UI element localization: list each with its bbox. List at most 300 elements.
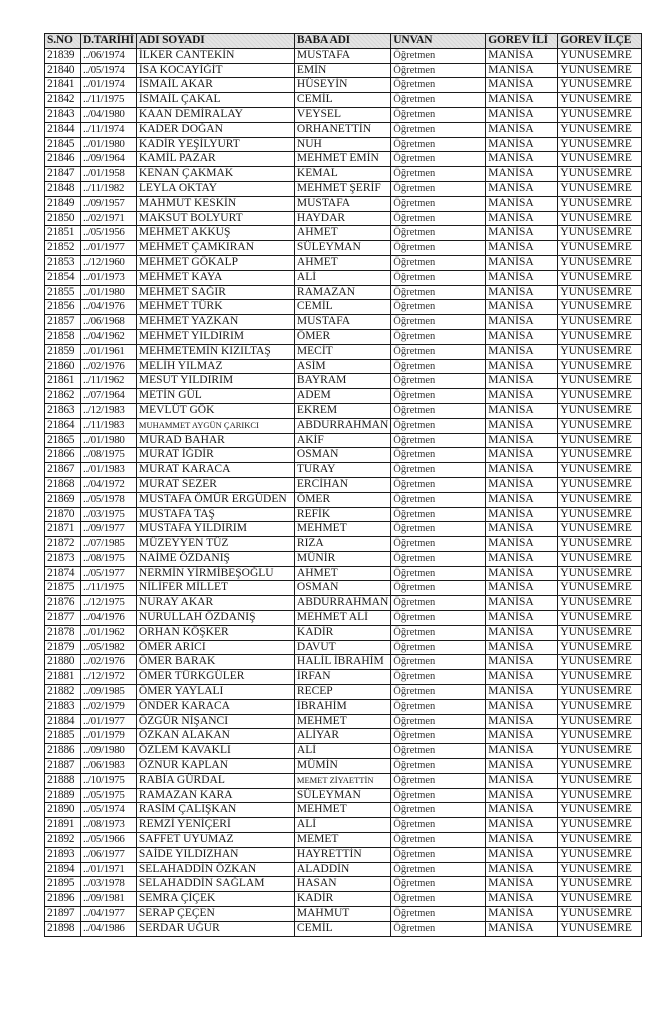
cell-sno: 21885 <box>45 729 81 744</box>
cell-district: YUNUSEMRE <box>558 152 642 167</box>
cell-sno: 21864 <box>45 418 81 433</box>
cell-birth-date: ../04/1976 <box>81 300 137 315</box>
table-row <box>45 389 642 404</box>
cell-title: Öğretmen <box>391 463 486 478</box>
cell-father-name: RIZA <box>294 537 390 552</box>
cell-full-name: MEVLÜT GÖK <box>136 403 294 418</box>
cell-title: Öğretmen <box>391 137 486 152</box>
cell-district: YUNUSEMRE <box>558 803 642 818</box>
cell-birth-date: ../01/1983 <box>81 463 137 478</box>
cell-title: Öğretmen <box>391 374 486 389</box>
cell-birth-date: ../10/1975 <box>81 773 137 788</box>
cell-father-name: MEHMET EMİN <box>294 152 390 167</box>
cell-province: MANİSA <box>486 152 558 167</box>
cell-father-name: MEMET <box>294 833 390 848</box>
table-row <box>45 759 642 774</box>
table-row <box>45 374 642 389</box>
cell-title: Öğretmen <box>391 566 486 581</box>
cell-title: Öğretmen <box>391 759 486 774</box>
cell-title: Öğretmen <box>391 181 486 196</box>
cell-sno: 21848 <box>45 181 81 196</box>
cell-sno: 21881 <box>45 670 81 685</box>
cell-sno: 21888 <box>45 773 81 788</box>
cell-title: Öğretmen <box>391 63 486 78</box>
cell-birth-date: ../01/1958 <box>81 167 137 182</box>
table-row <box>45 847 642 862</box>
cell-title: Öğretmen <box>391 655 486 670</box>
cell-district: YUNUSEMRE <box>558 596 642 611</box>
cell-birth-date: ../09/1985 <box>81 685 137 700</box>
table-row <box>45 892 642 907</box>
cell-full-name: MURAD BAHAR <box>136 433 294 448</box>
cell-title: Öğretmen <box>391 714 486 729</box>
cell-father-name: ALİYAR <box>294 729 390 744</box>
cell-full-name: NURAY AKAR <box>136 596 294 611</box>
cell-father-name: RAMAZAN <box>294 285 390 300</box>
cell-title: Öğretmen <box>391 670 486 685</box>
cell-title: Öğretmen <box>391 107 486 122</box>
cell-sno: 21877 <box>45 611 81 626</box>
cell-full-name: İLKER CANTEKİN <box>136 48 294 63</box>
cell-sno: 21854 <box>45 270 81 285</box>
cell-full-name: SEMRA ÇİÇEK <box>136 892 294 907</box>
cell-birth-date: ../05/1982 <box>81 640 137 655</box>
cell-full-name: METİN GÜL <box>136 389 294 404</box>
cell-title: Öğretmen <box>391 196 486 211</box>
cell-birth-date: ../09/1964 <box>81 152 137 167</box>
cell-father-name: AHMET <box>294 226 390 241</box>
cell-district: YUNUSEMRE <box>558 625 642 640</box>
cell-birth-date: ../06/1974 <box>81 48 137 63</box>
cell-province: MANİSA <box>486 655 558 670</box>
cell-birth-date: ../02/1971 <box>81 211 137 226</box>
header-sno: S.NO <box>45 34 81 49</box>
table-row <box>45 640 642 655</box>
cell-birth-date: ../01/1980 <box>81 285 137 300</box>
table-row <box>45 685 642 700</box>
table-row <box>45 226 642 241</box>
cell-district: YUNUSEMRE <box>558 418 642 433</box>
cell-title: Öğretmen <box>391 93 486 108</box>
cell-full-name: KAAN DEMİRALAY <box>136 107 294 122</box>
cell-birth-date: ../01/1971 <box>81 862 137 877</box>
cell-full-name: RASİM ÇALIŞKAN <box>136 803 294 818</box>
cell-birth-date: ../01/1962 <box>81 625 137 640</box>
cell-father-name: ALİ <box>294 818 390 833</box>
cell-district: YUNUSEMRE <box>558 551 642 566</box>
table-row <box>45 359 642 374</box>
cell-birth-date: ../02/1976 <box>81 359 137 374</box>
cell-title: Öğretmen <box>391 167 486 182</box>
cell-full-name: İSMAİL AKAR <box>136 78 294 93</box>
cell-father-name: MEHMET <box>294 803 390 818</box>
cell-province: MANİSA <box>486 744 558 759</box>
cell-title: Öğretmen <box>391 255 486 270</box>
cell-title: Öğretmen <box>391 818 486 833</box>
cell-father-name: OSMAN <box>294 448 390 463</box>
header-full-name: ADI SOYADI <box>136 34 294 49</box>
table-row <box>45 581 642 596</box>
cell-district: YUNUSEMRE <box>558 137 642 152</box>
cell-sno: 21896 <box>45 892 81 907</box>
cell-full-name: MURAT İĞDİR <box>136 448 294 463</box>
cell-title: Öğretmen <box>391 241 486 256</box>
cell-birth-date: ../11/1974 <box>81 122 137 137</box>
cell-full-name: NİLİFER MİLLET <box>136 581 294 596</box>
cell-full-name: MUSTAFA YILDIRIM <box>136 522 294 537</box>
cell-district: YUNUSEMRE <box>558 226 642 241</box>
cell-sno: 21840 <box>45 63 81 78</box>
cell-district: YUNUSEMRE <box>558 522 642 537</box>
cell-province: MANİSA <box>486 241 558 256</box>
cell-birth-date: ../11/1962 <box>81 374 137 389</box>
cell-father-name: CEMİL <box>294 921 390 936</box>
table-row <box>45 611 642 626</box>
cell-province: MANİSA <box>486 374 558 389</box>
cell-sno: 21871 <box>45 522 81 537</box>
cell-birth-date: ../09/1980 <box>81 744 137 759</box>
cell-birth-date: ../09/1957 <box>81 196 137 211</box>
cell-father-name: ORHANETTİN <box>294 122 390 137</box>
cell-birth-date: ../11/1975 <box>81 581 137 596</box>
cell-sno: 21882 <box>45 685 81 700</box>
cell-district: YUNUSEMRE <box>558 196 642 211</box>
cell-birth-date: ../01/1973 <box>81 270 137 285</box>
table-row <box>45 344 642 359</box>
cell-district: YUNUSEMRE <box>558 640 642 655</box>
cell-full-name: ÖMER BARAK <box>136 655 294 670</box>
table-row <box>45 729 642 744</box>
cell-district: YUNUSEMRE <box>558 255 642 270</box>
cell-province: MANİSA <box>486 389 558 404</box>
cell-sno: 21860 <box>45 359 81 374</box>
cell-father-name: TURAY <box>294 463 390 478</box>
cell-sno: 21862 <box>45 389 81 404</box>
cell-father-name: MUSTAFA <box>294 48 390 63</box>
cell-full-name: NERMİN YİRMİBEŞOĞLU <box>136 566 294 581</box>
cell-title: Öğretmen <box>391 699 486 714</box>
cell-district: YUNUSEMRE <box>558 759 642 774</box>
cell-title: Öğretmen <box>391 389 486 404</box>
cell-province: MANİSA <box>486 803 558 818</box>
cell-province: MANİSA <box>486 359 558 374</box>
table-row <box>45 596 642 611</box>
cell-birth-date: ../04/1972 <box>81 477 137 492</box>
cell-district: YUNUSEMRE <box>558 670 642 685</box>
cell-province: MANİSA <box>486 255 558 270</box>
cell-province: MANİSA <box>486 63 558 78</box>
cell-district: YUNUSEMRE <box>558 241 642 256</box>
cell-district: YUNUSEMRE <box>558 773 642 788</box>
cell-province: MANİSA <box>486 492 558 507</box>
cell-sno: 21865 <box>45 433 81 448</box>
cell-title: Öğretmen <box>391 892 486 907</box>
cell-title: Öğretmen <box>391 211 486 226</box>
cell-full-name: İSMAİL ÇAKAL <box>136 93 294 108</box>
cell-district: YUNUSEMRE <box>558 463 642 478</box>
cell-province: MANİSA <box>486 226 558 241</box>
cell-sno: 21850 <box>45 211 81 226</box>
table-row <box>45 270 642 285</box>
cell-full-name: KADER DOĞAN <box>136 122 294 137</box>
cell-father-name: AKİF <box>294 433 390 448</box>
cell-sno: 21858 <box>45 329 81 344</box>
cell-title: Öğretmen <box>391 611 486 626</box>
cell-district: YUNUSEMRE <box>558 403 642 418</box>
cell-district: YUNUSEMRE <box>558 211 642 226</box>
cell-province: MANİSA <box>486 670 558 685</box>
cell-sno: 21856 <box>45 300 81 315</box>
cell-birth-date: ../03/1978 <box>81 877 137 892</box>
cell-title: Öğretmen <box>391 847 486 862</box>
cell-district: YUNUSEMRE <box>558 374 642 389</box>
cell-birth-date: ../11/1975 <box>81 93 137 108</box>
cell-birth-date: ../09/1977 <box>81 522 137 537</box>
cell-district: YUNUSEMRE <box>558 48 642 63</box>
cell-district: YUNUSEMRE <box>558 285 642 300</box>
cell-full-name: MÜZEYYEN TÜZ <box>136 537 294 552</box>
cell-district: YUNUSEMRE <box>558 892 642 907</box>
cell-father-name: ERCİHAN <box>294 477 390 492</box>
table-row <box>45 93 642 108</box>
cell-father-name: ALİ <box>294 744 390 759</box>
cell-sno: 21892 <box>45 833 81 848</box>
cell-father-name: ÖMER <box>294 492 390 507</box>
cell-district: YUNUSEMRE <box>558 122 642 137</box>
cell-birth-date: ../05/1974 <box>81 63 137 78</box>
cell-district: YUNUSEMRE <box>558 862 642 877</box>
cell-sno: 21879 <box>45 640 81 655</box>
cell-district: YUNUSEMRE <box>558 507 642 522</box>
cell-birth-date: ../04/1977 <box>81 907 137 922</box>
table-row <box>45 537 642 552</box>
table-row <box>45 433 642 448</box>
cell-district: YUNUSEMRE <box>558 329 642 344</box>
cell-title: Öğretmen <box>391 640 486 655</box>
cell-title: Öğretmen <box>391 833 486 848</box>
table-row <box>45 285 642 300</box>
cell-birth-date: ../09/1981 <box>81 892 137 907</box>
cell-birth-date: ../01/1977 <box>81 241 137 256</box>
table-row <box>45 48 642 63</box>
cell-full-name: KAMİL PAZAR <box>136 152 294 167</box>
table-body <box>45 48 642 936</box>
cell-province: MANİSA <box>486 833 558 848</box>
cell-birth-date: ../05/1966 <box>81 833 137 848</box>
table-row <box>45 255 642 270</box>
cell-title: Öğretmen <box>391 448 486 463</box>
cell-province: MANİSA <box>486 714 558 729</box>
cell-sno: 21887 <box>45 759 81 774</box>
cell-province: MANİSA <box>486 211 558 226</box>
cell-birth-date: ../12/1975 <box>81 596 137 611</box>
cell-title: Öğretmen <box>391 729 486 744</box>
cell-father-name: ÖMER <box>294 329 390 344</box>
cell-father-name: KEMAL <box>294 167 390 182</box>
cell-birth-date: ../08/1973 <box>81 818 137 833</box>
cell-father-name: VEYSEL <box>294 107 390 122</box>
cell-sno: 21841 <box>45 78 81 93</box>
cell-sno: 21839 <box>45 48 81 63</box>
cell-sno: 21884 <box>45 714 81 729</box>
cell-birth-date: ../08/1975 <box>81 551 137 566</box>
cell-title: Öğretmen <box>391 300 486 315</box>
table-row <box>45 107 642 122</box>
cell-birth-date: ../11/1982 <box>81 181 137 196</box>
cell-birth-date: ../07/1985 <box>81 537 137 552</box>
cell-title: Öğretmen <box>391 329 486 344</box>
cell-sno: 21855 <box>45 285 81 300</box>
cell-birth-date: ../06/1977 <box>81 847 137 862</box>
table-row <box>45 788 642 803</box>
cell-title: Öğretmen <box>391 507 486 522</box>
cell-title: Öğretmen <box>391 418 486 433</box>
cell-father-name: ABDURRAHMAN <box>294 596 390 611</box>
cell-province: MANİSA <box>486 270 558 285</box>
cell-title: Öğretmen <box>391 122 486 137</box>
cell-district: YUNUSEMRE <box>558 344 642 359</box>
table-row <box>45 803 642 818</box>
cell-father-name: AHMET <box>294 255 390 270</box>
cell-full-name: SELAHADDİN ÖZKAN <box>136 862 294 877</box>
table-row <box>45 403 642 418</box>
cell-province: MANİSA <box>486 625 558 640</box>
cell-sno: 21893 <box>45 847 81 862</box>
table-row <box>45 773 642 788</box>
cell-full-name: MEHMETEMİN KIZILTAŞ <box>136 344 294 359</box>
cell-father-name: HASAN <box>294 877 390 892</box>
cell-father-name: HAYRETTİN <box>294 847 390 862</box>
cell-sno: 21846 <box>45 152 81 167</box>
cell-father-name: KADİR <box>294 892 390 907</box>
table-row <box>45 566 642 581</box>
cell-district: YUNUSEMRE <box>558 78 642 93</box>
cell-full-name: SERDAR UĞUR <box>136 921 294 936</box>
cell-birth-date: ../05/1978 <box>81 492 137 507</box>
cell-province: MANİSA <box>486 877 558 892</box>
cell-province: MANİSA <box>486 640 558 655</box>
cell-father-name: MEMET ZİYAETTİN <box>294 773 390 788</box>
cell-district: YUNUSEMRE <box>558 581 642 596</box>
cell-full-name: SERAP ÇEÇEN <box>136 907 294 922</box>
table-header <box>45 34 642 49</box>
cell-district: YUNUSEMRE <box>558 315 642 330</box>
table-row <box>45 63 642 78</box>
table-row <box>45 167 642 182</box>
cell-birth-date: ../04/1986 <box>81 921 137 936</box>
cell-district: YUNUSEMRE <box>558 655 642 670</box>
cell-sno: 21853 <box>45 255 81 270</box>
cell-sno: 21863 <box>45 403 81 418</box>
cell-province: MANİSA <box>486 729 558 744</box>
cell-full-name: MEHMET GÖKALP <box>136 255 294 270</box>
cell-province: MANİSA <box>486 477 558 492</box>
cell-father-name: REFİK <box>294 507 390 522</box>
table-row <box>45 714 642 729</box>
cell-province: MANİSA <box>486 181 558 196</box>
cell-father-name: OSMAN <box>294 581 390 596</box>
cell-father-name: İBRAHİM <box>294 699 390 714</box>
cell-sno: 21868 <box>45 477 81 492</box>
cell-district: YUNUSEMRE <box>558 877 642 892</box>
cell-district: YUNUSEMRE <box>558 537 642 552</box>
cell-sno: 21872 <box>45 537 81 552</box>
cell-full-name: REMZİ YENİÇERİ <box>136 818 294 833</box>
cell-father-name: HAYDAR <box>294 211 390 226</box>
cell-province: MANİSA <box>486 847 558 862</box>
cell-birth-date: ../12/1972 <box>81 670 137 685</box>
cell-sno: 21895 <box>45 877 81 892</box>
cell-sno: 21875 <box>45 581 81 596</box>
cell-province: MANİSA <box>486 48 558 63</box>
cell-district: YUNUSEMRE <box>558 744 642 759</box>
cell-full-name: ÖZKAN ALAKAN <box>136 729 294 744</box>
cell-birth-date: ../01/1961 <box>81 344 137 359</box>
cell-title: Öğretmen <box>391 551 486 566</box>
cell-father-name: ASİM <box>294 359 390 374</box>
table-row <box>45 463 642 478</box>
header-province: GOREV İLİ <box>486 34 558 49</box>
cell-district: YUNUSEMRE <box>558 788 642 803</box>
cell-title: Öğretmen <box>391 522 486 537</box>
header-father-name: BABA ADI <box>294 34 390 49</box>
cell-full-name: SELAHADDİN SAĞLAM <box>136 877 294 892</box>
cell-birth-date: ../02/1979 <box>81 699 137 714</box>
cell-father-name: SÜLEYMAN <box>294 241 390 256</box>
cell-full-name: LEYLA OKTAY <box>136 181 294 196</box>
table-row <box>45 418 642 433</box>
cell-father-name: ALADDİN <box>294 862 390 877</box>
cell-district: YUNUSEMRE <box>558 448 642 463</box>
cell-sno: 21843 <box>45 107 81 122</box>
cell-sno: 21886 <box>45 744 81 759</box>
cell-full-name: İSA KOCAYİĞİT <box>136 63 294 78</box>
table-row <box>45 492 642 507</box>
cell-birth-date: ../05/1975 <box>81 788 137 803</box>
cell-birth-date: ../03/1975 <box>81 507 137 522</box>
cell-district: YUNUSEMRE <box>558 847 642 862</box>
table-row <box>45 862 642 877</box>
cell-district: YUNUSEMRE <box>558 389 642 404</box>
cell-father-name: MÜNİR <box>294 551 390 566</box>
cell-district: YUNUSEMRE <box>558 477 642 492</box>
cell-district: YUNUSEMRE <box>558 359 642 374</box>
cell-district: YUNUSEMRE <box>558 270 642 285</box>
cell-full-name: MEHMET AKKUŞ <box>136 226 294 241</box>
cell-birth-date: ../01/1977 <box>81 714 137 729</box>
cell-province: MANİSA <box>486 507 558 522</box>
cell-sno: 21897 <box>45 907 81 922</box>
cell-title: Öğretmen <box>391 773 486 788</box>
cell-father-name: AHMET <box>294 566 390 581</box>
table-row <box>45 196 642 211</box>
cell-full-name: SAFFET UYUMAZ <box>136 833 294 848</box>
cell-title: Öğretmen <box>391 48 486 63</box>
cell-full-name: MUSTAFA TAŞ <box>136 507 294 522</box>
cell-sno: 21867 <box>45 463 81 478</box>
cell-sno: 21870 <box>45 507 81 522</box>
cell-district: YUNUSEMRE <box>558 833 642 848</box>
cell-full-name: MURAT KARACA <box>136 463 294 478</box>
cell-father-name: KADİR <box>294 625 390 640</box>
cell-province: MANİSA <box>486 759 558 774</box>
cell-district: YUNUSEMRE <box>558 492 642 507</box>
cell-birth-date: ../01/1979 <box>81 729 137 744</box>
table-row <box>45 78 642 93</box>
cell-father-name: DAVUT <box>294 640 390 655</box>
cell-full-name: MURAT SEZER <box>136 477 294 492</box>
cell-district: YUNUSEMRE <box>558 300 642 315</box>
